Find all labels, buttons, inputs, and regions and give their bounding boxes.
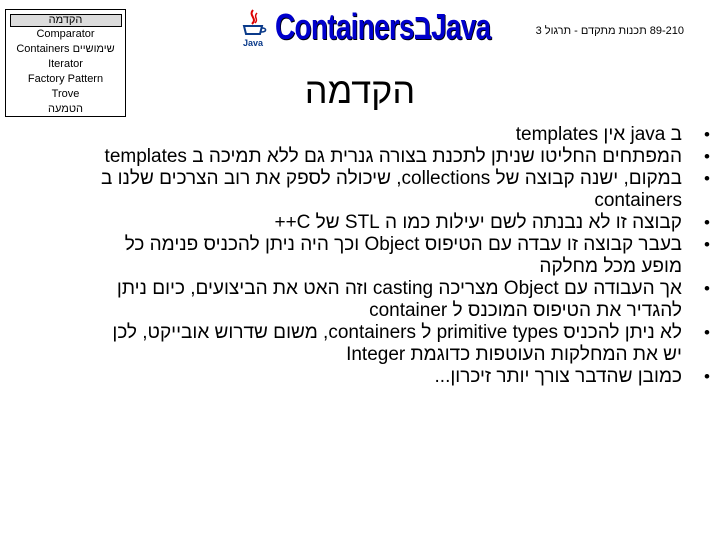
header-title: ContainersבJava [275, 6, 491, 47]
list-item: • לא ניתן להכניס primitive types ל containers, משום שדרוש אובייקט, לכן יש את המחלקות העוטפות כדוגמת Integer [92, 322, 682, 366]
list-item: • במקום, ישנה קבוצה של collections, שיכולה לספק את רוב הצרכים שלנו ב containers [92, 168, 682, 212]
bullet-list [92, 124, 682, 388]
java-logo-text: Java [242, 38, 264, 48]
nav-item-trove[interactable]: Trove [51, 88, 80, 100]
nav-item-intro[interactable]: הקדמה [10, 14, 122, 27]
list-item: • המפתחים החליטו שניתן לתכנת בצורה גנרית גם ללא תמיכה ב templates [92, 146, 682, 168]
nav-list [6, 14, 125, 117]
list-item: • קבוצה זו לא נבנתה לשם יעילות כמו ה STL של C++ [92, 212, 682, 234]
list-item: • בעבר קבוצה זו עבדה עם הטיפוס Object וכך היה ניתן להכניס פנימה כל מופע מכל מחלקה [92, 234, 682, 278]
slide-title: הקדמה [304, 70, 416, 111]
course-label: 89-210 תכנות מתקדם - תרגול 3 [535, 25, 684, 37]
nav-item-comparator[interactable]: Comparator [36, 28, 95, 40]
nav-item-embedding[interactable]: הטמעה [48, 103, 83, 115]
list-item: • אך העבודה עם Object מצריכה casting וזה האט את הביצועים, כיום ניתן להגדיר את הטיפוס המוכנס ל container [92, 278, 682, 322]
nav-item-iterator[interactable]: Iterator [48, 58, 83, 70]
nav-item-factory-pattern[interactable]: Factory Pattern [27, 73, 104, 85]
list-item: • ב java אין templates [92, 124, 682, 146]
java-logo-icon [238, 8, 268, 48]
list-item: • כמובן שהדבר צורך יותר זיכרון... [92, 366, 682, 388]
nav-item-useful-containers[interactable]: Containers שימושיים [16, 43, 115, 55]
nav-box [5, 9, 126, 117]
